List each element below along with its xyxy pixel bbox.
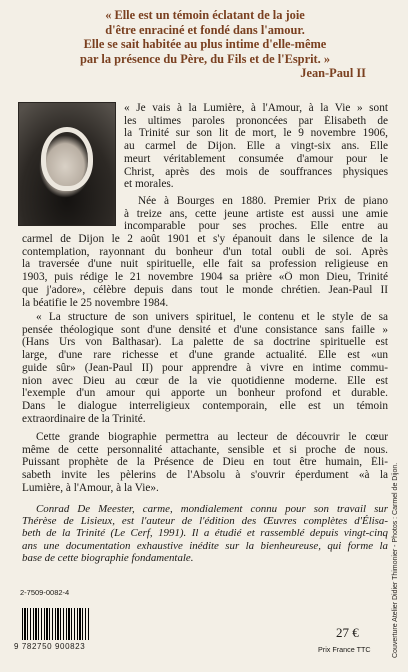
text-line: à treize ans, cette jeune artiste est aussi une amie (124, 207, 388, 220)
epigraph-line: « Elle est un témoin éclatant de la joie (105, 8, 305, 22)
text-line: la Trinité sur son lit de mort, le 9 novembre 1906, (124, 127, 388, 140)
text-line: pensée théologique sont d'une densité et d'une consistance sans faille » (22, 323, 388, 336)
epigraph-line: d'être enraciné et fondé dans l'amour. (105, 22, 305, 37)
bio-line: base de cette biographie fondamentale. (22, 551, 194, 564)
veil-shape (41, 127, 93, 191)
isbn-number: 2-7509-0082-4 (20, 588, 70, 597)
portrait-photo (18, 102, 116, 226)
text-line: incomparable pour ses proches. Elle entre au (124, 220, 388, 233)
author-bio (22, 503, 388, 564)
text-line: nion avec Dieu au cœur de la vie quotidienne moderne. Elle est (22, 374, 388, 387)
barcode (14, 608, 90, 652)
text-line: « Je vais à la Lumière, à l'Amour, à la Vie » sont (124, 102, 388, 114)
text-line: Christ, après des mois de souffrances physiques (124, 165, 388, 178)
paragraph-3 (22, 311, 388, 425)
price: 27 € (336, 625, 359, 640)
paragraph-2 (22, 233, 388, 309)
epigraph-author: Jean-Paul II (300, 66, 366, 81)
text-line: « La structure de son univers spirituel, le contenu et le style de sa (36, 311, 388, 323)
epigraph-line: par la présence du Père, du Fils et de l'Esprit. » (79, 51, 331, 66)
price-note: Prix France TTC (318, 645, 371, 654)
text-line: la béatifie le 25 novembre 1984. (22, 296, 169, 309)
barcode-bars (22, 608, 90, 640)
text-line: la traversée d'une nuit spirituelle, elle fait sa profession religieuse en (22, 258, 388, 271)
bio-line: Thérèse de Lisieux, est l'auteur de l'édition des Œuvres complètes d'Élisa- (22, 515, 388, 528)
text-line: les ultimes paroles prononcées par Élisabeth de (124, 114, 388, 127)
paragraph-4 (22, 431, 388, 495)
bio-line: ans une documentation exhaustive inédite sur la bienheureuse, qui forme la (22, 539, 388, 552)
text-line: que j'adore», célèbre depuis dans tout le monde chrétien. Jean-Paul II (22, 283, 388, 296)
barcode-digits: 9 782750 900823 (14, 642, 86, 651)
text-line: carmel de Dijon le 2 août 1901 et s'y épanouit dans le silence de la (22, 233, 388, 245)
epigraph-line: Elle se sait habitée au plus intime d'elle-même (83, 37, 327, 52)
text-line: Dans le dialogue interreligieux contemporain, elle est un témoin (22, 399, 388, 412)
paragraph-2-top (124, 195, 388, 233)
text-line: au carmel de Dijon. Elle a vingt-six ans. Elle (124, 140, 388, 153)
epigraph (22, 8, 388, 81)
text-line: l'exemple d'un amour qui apporte un bonheur profond et durable. (22, 387, 388, 400)
text-line: Cette grande biographie permettra au lecteur de découvrir le cœur (36, 431, 388, 443)
text-line: Née à Bourges en 1880. Premier Prix de piano (138, 195, 388, 207)
text-line: Lumière, à l'Amour, à la Vie». (22, 481, 159, 494)
text-line: large, d'une rare richesse et d'une grande actualité. Elle est «un (22, 349, 388, 362)
text-line: (Hans Urs von Balthasar). La palette de sa doctrine spirituelle est (22, 336, 388, 349)
text-line: contemplation, rayonnant du bonheur d'un total oubli de soi. Après (22, 245, 388, 258)
paragraph-1 (124, 102, 388, 191)
text-line: sabeth invite les pèlerins de l'Absolu à s'ouvrir éperdument «à la (22, 469, 388, 482)
text-line: et morales. (124, 178, 174, 191)
text-line: extraordinaire de la Trinité. (22, 412, 146, 425)
text-line: 1903, puis rédige le 21 novembre 1904 sa prière «Ô mon Dieu, Trinité (22, 271, 388, 284)
cover-credits: Couverture Atelier Didier Thimonier - Photos : Carmel de Dijon. (392, 462, 399, 658)
bio-line: beth de la Trinité (Le Cerf, 1991). Il a étudié et rassemblé depuis vingt-cinq (22, 527, 388, 540)
bio-line: Conrad De Meester, carme, mondialement connu pour son travail sur (36, 503, 388, 515)
text-line: guide sûr» (Jean-Paul II) pour apprendre à vivre en intime commu- (22, 361, 388, 374)
text-line: même de cette personnalité attachante, sensible et si proche de nous. (22, 443, 388, 456)
text-line: Puissant prophète de la Présence de Dieu en tout être humain, Éli- (22, 456, 388, 469)
text-line: meurt véritablement consumée d'amour pour le (124, 152, 388, 165)
